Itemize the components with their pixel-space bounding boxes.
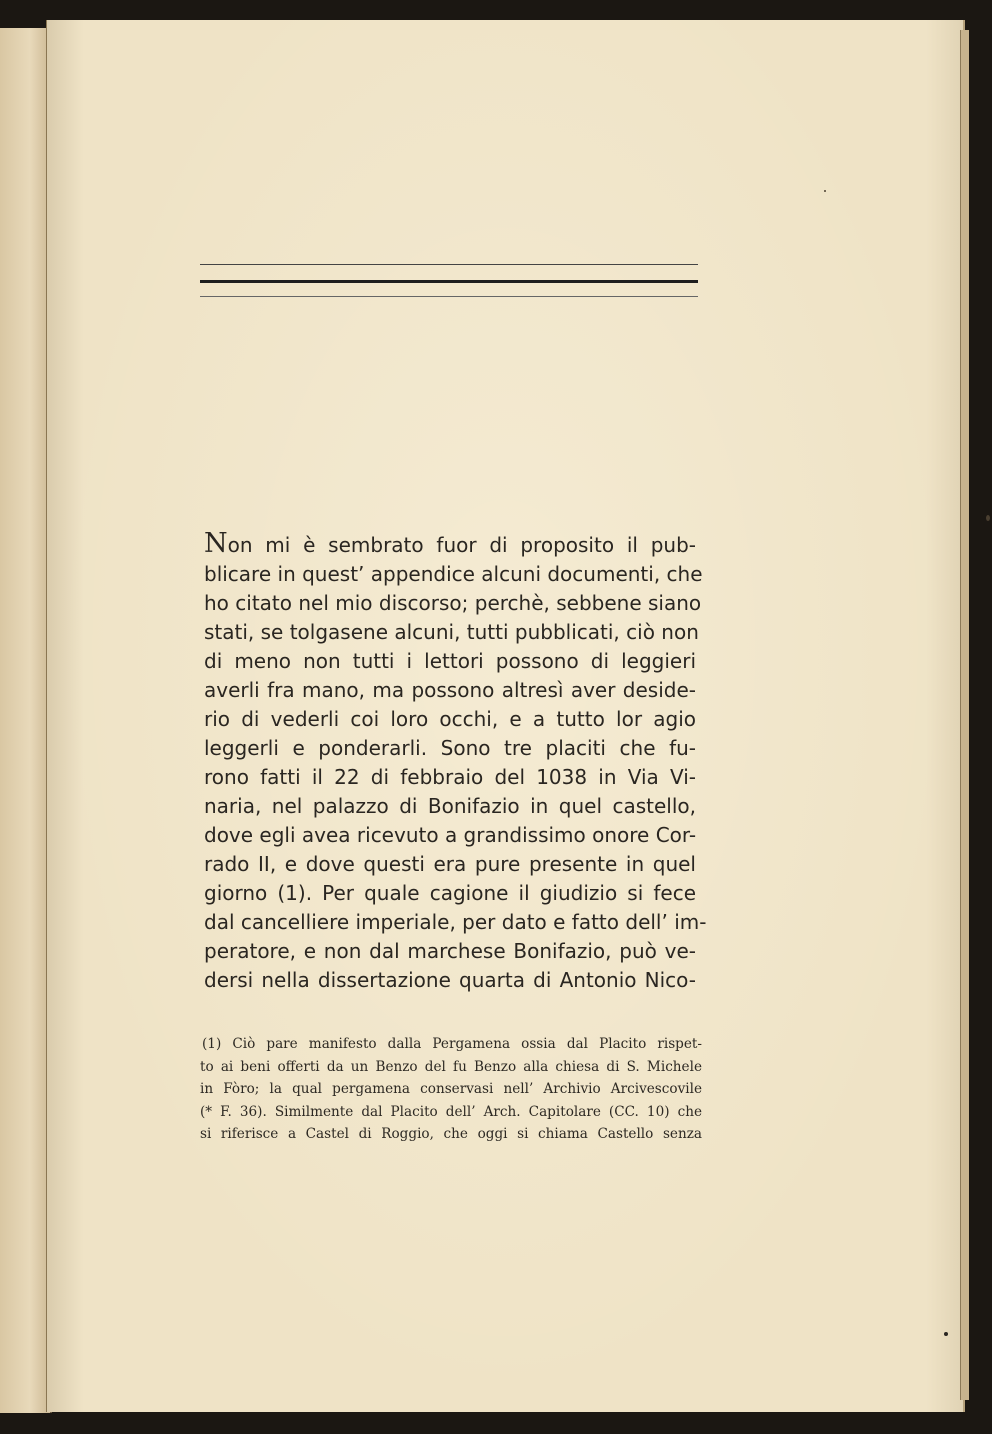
body-line-2: blicare in quest’ appendice alcuni documenti, che [204,562,703,586]
body-line-5: di meno non tutti i lettori possono di leggieri [204,649,696,673]
ink-speck [944,1332,948,1336]
page-stack-edge [960,30,969,1400]
rule-thick-line [200,280,698,283]
body-line-9: rono fatti il 22 di febbraio del 1038 in Via Vi- [204,765,696,789]
body-line-7: rio di vederli coi loro occhi, e a tutto lor agio [204,707,696,731]
drop-cap: N [204,528,228,559]
rule-bottom-line [200,296,698,297]
body-line-6: averli fra mano, ma possono altresì aver deside- [204,678,696,702]
footnote-line-5: si riferisce a Castel di Roggio, che oggi si chiama Castello senza [200,1126,702,1143]
footnote-line-1: (1) Ciò pare manifesto dalla Pergamena ossia dal Placito rispet- [202,1036,702,1052]
rule-top-line [200,264,698,265]
footnote-line-3: in Fòro; la qual pergamena conservasi nell’ Archivio Arcivescovile [200,1081,702,1098]
body-line-15: peratore, e non dal marchese Bonifazio, può ve- [204,939,696,963]
previous-page-edge [0,28,52,1413]
body-line-13: giorno (1). Per quale cagione il giudizio si fece [204,881,696,905]
body-line-11: dove egli avea ricevuto a grandissimo onore Cor- [204,823,697,847]
body-line-8: leggerli e ponderarli. Sono tre placiti che fu- [204,736,696,760]
body-line-12: rado II, e dove questi era pure presente in quel [204,852,696,876]
edge-speck [986,515,990,521]
body-line-10: naria, nel palazzo di Bonifazio in quel castello, [204,794,696,818]
body-line-14: dal cancelliere imperiale, per dato e fatto dell’ im- [204,910,707,934]
footnote-line-2: to ai beni offerti da un Benzo del fu Benzo alla chiesa di S. Michele [200,1058,702,1075]
footnote-block [200,1033,702,1146]
body-line-3: ho citato nel mio discorso; perchè, sebbene siano [204,591,702,615]
paper-speck [824,190,826,192]
ornamental-rule [200,264,698,297]
main-paragraph [204,528,707,995]
footnote-line-4: (* F. 36). Similmente dal Placito dell’ Arch. Capitolare (CC. 10) che [200,1103,702,1120]
body-line-1: Non mi è sembrato fuor di proposito il pub- [204,528,696,559]
body-line-4: stati, se tolgasene alcuni, tutti pubblicati, ciò non [204,620,699,644]
body-line-16: dersi nella dissertazione quarta di Antonio Nico- [204,968,696,992]
